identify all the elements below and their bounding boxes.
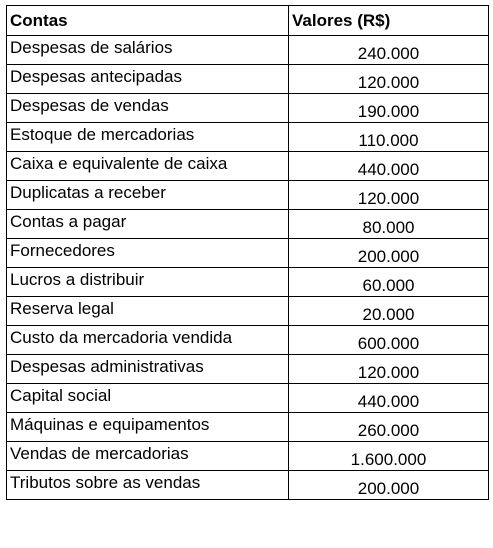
table-row [7,123,489,152]
account-value: 60.000 [289,268,489,297]
table-row [7,36,489,65]
table-row [7,239,489,268]
account-name: Despesas antecipadas [7,65,289,94]
header-valores: Valores (R$) [289,6,489,36]
account-value: 120.000 [289,355,489,384]
table-row [7,210,489,239]
table-row [7,152,489,181]
table-header-row [7,6,489,36]
accounts-table [6,5,489,500]
account-value: 200.000 [289,239,489,268]
account-name: Fornecedores [7,239,289,268]
table-row [7,268,489,297]
account-name: Despesas de salários [7,36,289,65]
account-name: Despesas administrativas [7,355,289,384]
account-value: 240.000 [289,36,489,65]
account-name: Custo da mercadoria vendida [7,326,289,355]
accounts-table-container [6,5,488,500]
account-value: 260.000 [289,413,489,442]
account-name: Máquinas e equipamentos [7,413,289,442]
account-name: Contas a pagar [7,210,289,239]
table-row [7,413,489,442]
table-row [7,384,489,413]
account-value: 110.000 [289,123,489,152]
account-name: Lucros a distribuir [7,268,289,297]
table-row [7,181,489,210]
account-value: 120.000 [289,65,489,94]
table-row [7,471,489,500]
account-value: 440.000 [289,152,489,181]
table-body [7,36,489,500]
account-name: Duplicatas a receber [7,181,289,210]
table-row [7,297,489,326]
account-name: Reserva legal [7,297,289,326]
account-value: 600.000 [289,326,489,355]
table-row [7,326,489,355]
account-name: Caixa e equivalente de caixa [7,152,289,181]
account-name: Estoque de mercadorias [7,123,289,152]
account-name: Vendas de mercadorias [7,442,289,471]
table-row [7,355,489,384]
account-value: 190.000 [289,94,489,123]
table-row [7,65,489,94]
account-value: 120.000 [289,181,489,210]
account-name: Capital social [7,384,289,413]
account-name: Despesas de vendas [7,94,289,123]
header-contas: Contas [7,6,289,36]
account-value: 20.000 [289,297,489,326]
account-value: 80.000 [289,210,489,239]
account-value: 1.600.000 [289,442,489,471]
account-value: 200.000 [289,471,489,500]
table-row [7,442,489,471]
table-row [7,94,489,123]
account-value: 440.000 [289,384,489,413]
account-name: Tributos sobre as vendas [7,471,289,500]
